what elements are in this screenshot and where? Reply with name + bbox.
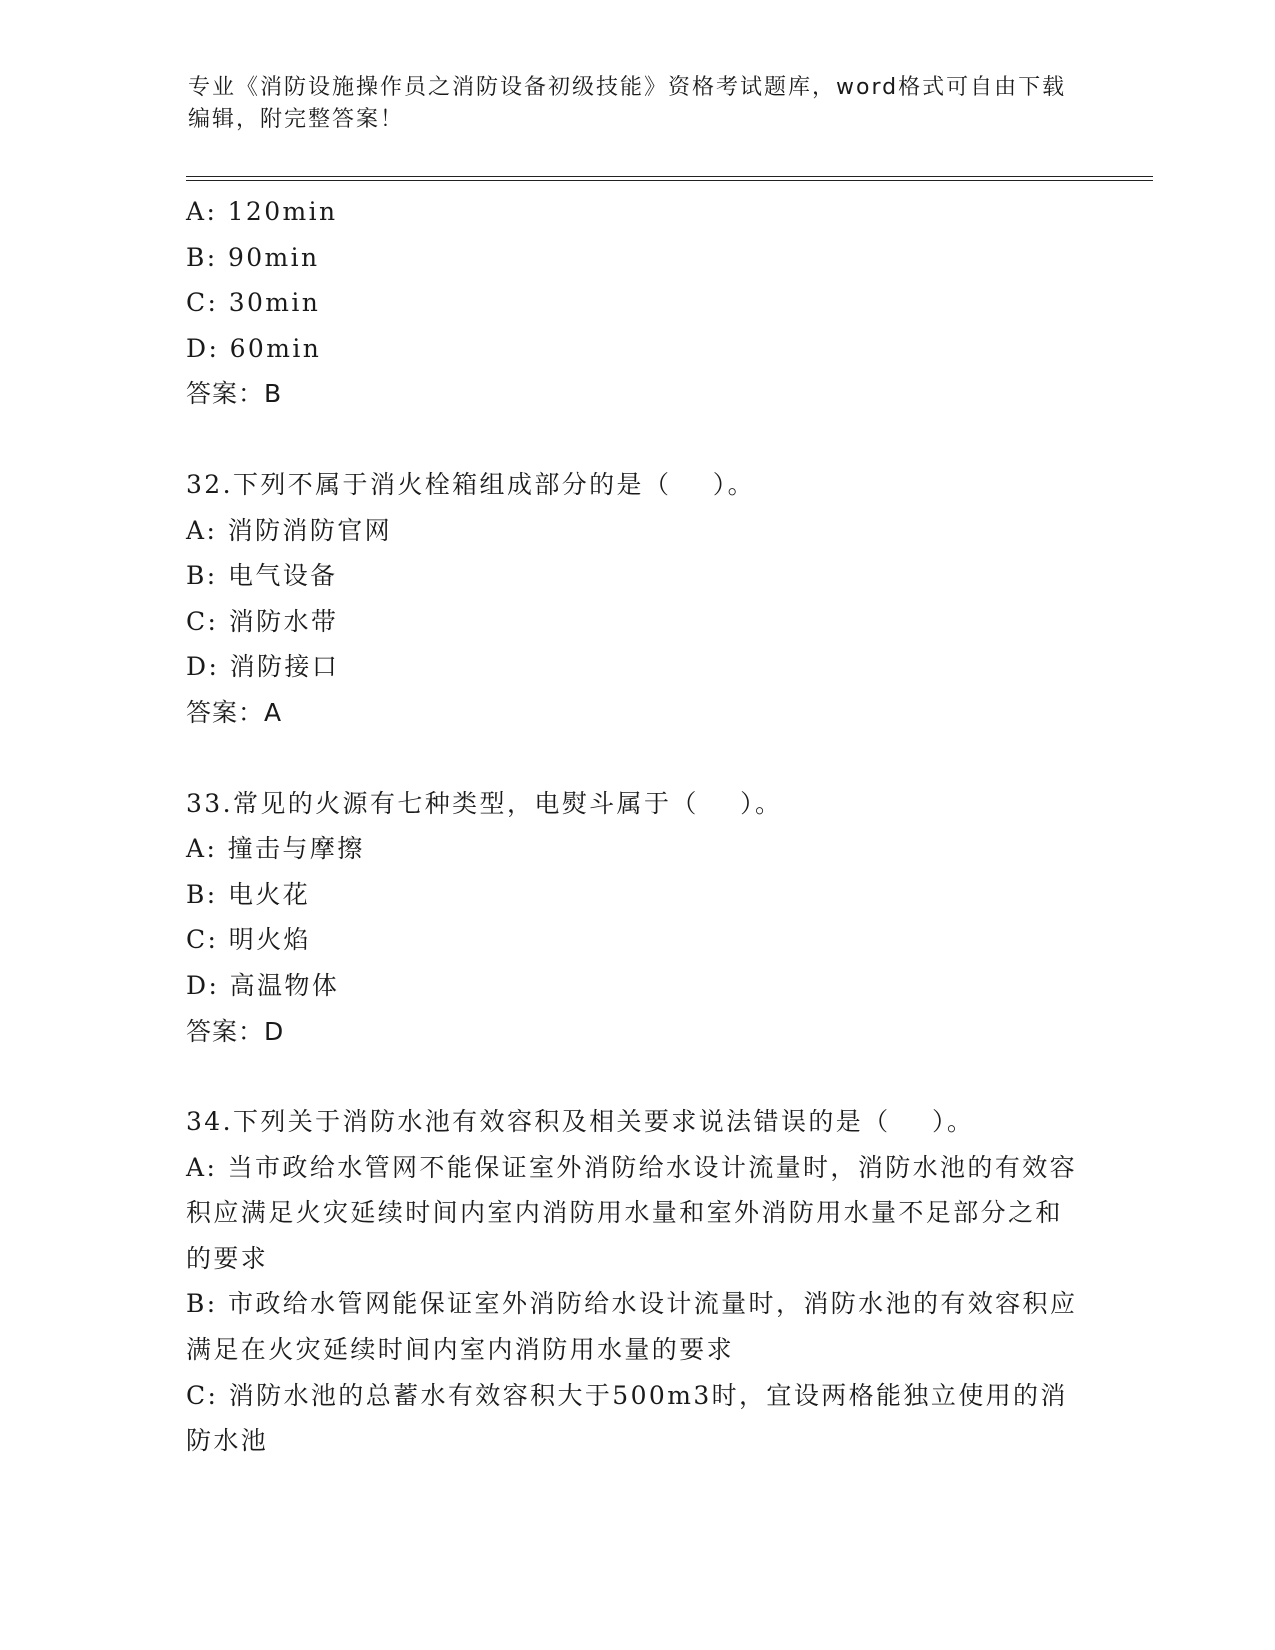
question-32-block: [186, 462, 1086, 736]
previous-question-block: [186, 189, 1086, 417]
document-title: 专业《消防设施操作员之消防设备初级技能》资格考试题库，word格式可自由下载编辑，附完整答案！: [188, 75, 1067, 132]
answer-line: 答案：B: [186, 379, 283, 409]
option-a: A: 当市政给水管网不能保证室外消防给水设计流量时，消防水池的有效容积应满足火灾延续时间内室内消防用水量和室外消防用水量不足部分之和的要求: [186, 1152, 1078, 1273]
question-34-block: [186, 1099, 1086, 1464]
option-b: B: 电气设备: [186, 561, 338, 591]
question-stem: 32.下列不属于消火栓箱组成部分的是（ ）。: [186, 469, 756, 499]
option-b: B: 电火花: [186, 879, 311, 909]
option-b: B: 市政给水管网能保证室外消防给水设计流量时，消防水池的有效容积应满足在火灾延续时间内室内消防用水量的要求: [186, 1289, 1078, 1365]
question-content: [186, 189, 1086, 1464]
option-c: C: 消防水带: [186, 606, 339, 636]
question-stem: 33.常见的火源有七种类型，电熨斗属于（ ）。: [186, 788, 783, 818]
option-a: A: 120min: [186, 197, 338, 226]
option-b: B: 90min: [186, 242, 320, 272]
option-c: C: 消防水池的总蓄水有效容积大于500m3时，宜设两格能独立使用的消防水池: [186, 1380, 1068, 1456]
option-d: D: 高温物体: [186, 970, 340, 1000]
answer-line: 答案：D: [186, 1016, 285, 1046]
question-33-block: [186, 781, 1086, 1055]
header-divider: [186, 176, 1153, 181]
answer-line: 答案：A: [186, 697, 283, 727]
option-a: A: 撞击与摩擦: [186, 834, 365, 864]
option-d: D: 消防接口: [186, 652, 340, 682]
page-header: [188, 72, 1068, 136]
option-c: C: 30min: [186, 288, 321, 318]
option-a: A: 消防消防官网: [186, 515, 393, 545]
option-c: C: 明火焰: [186, 925, 311, 955]
option-d: D: 60min: [186, 333, 322, 363]
question-stem: 34.下列关于消防水池有效容积及相关要求说法错误的是（ ）。: [186, 1107, 975, 1137]
